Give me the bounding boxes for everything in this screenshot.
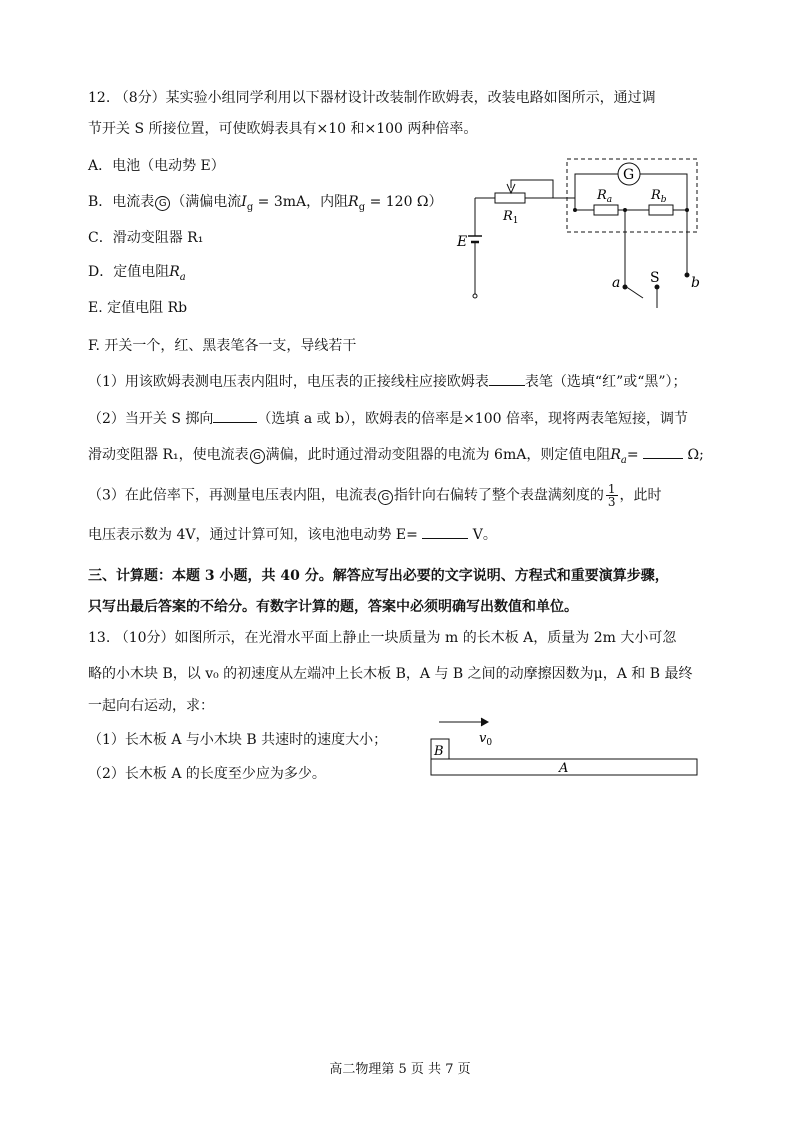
board-a-label: A: [559, 761, 569, 776]
block-b-label: B: [434, 744, 444, 759]
circuit-label-rb: $R_b$: [651, 188, 667, 205]
q12-sub3-text-d: 电压表示数为 4V，通过计算可知，该电池电动势 E=: [88, 527, 418, 543]
q12-option-b: [88, 192, 443, 218]
q12-sub3-line2: [88, 524, 497, 545]
circuit-label-b: b: [691, 275, 700, 291]
q12-option-f: F. 开关一个，红、黑表笔各一支，导线若干: [88, 338, 357, 354]
q12-option-b-prefix: B．电流表: [88, 194, 155, 210]
section3-heading-line1: 三、计算题：本题 3 小题，共 40 分。解答应写出必要的文字说明、方程式和重要演算步骤，: [88, 568, 669, 584]
ohm-unit: Ω;: [687, 447, 704, 463]
q12-sub3-text-b: 指针向右偏转了整个表盘满刻度的: [393, 487, 604, 504]
volt-unit: V。: [472, 527, 497, 543]
q12-option-c: C．滑动变阻器 R₁: [88, 230, 204, 246]
galvanometer-icon: G: [155, 196, 170, 211]
q13-sub1: （1）长木板 A 与小木块 B 共速时的速度大小；: [88, 732, 388, 748]
ig-sub: g: [246, 201, 254, 213]
q13-stem-line2: 略的小木块 B，以 v₀ 的初速度从左端冲上长木板 B，A 与 B 之间的动摩擦因数为μ，A 和 B 最终: [88, 666, 693, 682]
circuit-label-e: E: [457, 234, 468, 250]
q12-sub3-text-c: ，此时: [619, 487, 662, 504]
rg-value: = 120 Ω）: [365, 194, 443, 210]
answer-blank-4[interactable]: [422, 524, 468, 539]
q13-sub2: （2）长木板 A 的长度至少应为多少。: [88, 766, 326, 782]
board-block-diagram: [425, 712, 725, 782]
answer-blank-2[interactable]: [213, 408, 257, 423]
page-footer: 高二物理第 5 页 共 7 页: [329, 1062, 471, 1077]
ig-symbol: I: [241, 194, 247, 210]
q12-sub2-line1: [88, 408, 688, 429]
circuit-label-s: S: [650, 270, 660, 286]
q13-stem-line1: 13. （10分）如图所示，在光滑水平面上静止一块质量为 m 的长木板 A，质量为 2m 大小可忽: [88, 630, 677, 646]
q12-option-d-prefix: D．定值电阻: [88, 264, 170, 280]
q12-sub2-text-d: 满偏，此时通过滑动变阻器的电流为 6mA，则定值电阻: [265, 447, 611, 463]
galvanometer-icon: G: [378, 490, 393, 505]
rheostat-r1: [495, 193, 525, 203]
resistor-ra: [594, 205, 618, 215]
q12-sub1: [88, 371, 687, 392]
fraction-numerator: 1: [607, 482, 616, 496]
ra-symbol: R: [610, 447, 621, 463]
fraction-one-third: [606, 483, 618, 508]
circuit-label-ra: $R_a$: [597, 188, 613, 205]
q12-sub2-line2: [88, 444, 704, 471]
galvanometer-icon: G: [250, 449, 265, 464]
q12-sub2-text-a: （2）当开关 S 掷向: [88, 411, 214, 427]
section3-heading-line2: 只写出最后答案的不给分。有数字计算的题，答案中必须明确写出数值和单位。: [88, 599, 578, 615]
q13-stem-line3: 一起向右运动，求：: [88, 698, 214, 714]
equals-sign: =: [626, 447, 639, 463]
q12-sub2-text-c: 滑动变阻器 R₁，使电流表: [88, 447, 249, 463]
ohmmeter-circuit-diagram: [455, 150, 715, 310]
fraction-denominator: 3: [607, 495, 616, 509]
q12-option-d: [88, 262, 186, 288]
circuit-label-r1: $R_1$: [503, 209, 519, 226]
rg-sub: g: [358, 201, 366, 213]
q12-sub1-text-b: 表笔（选填“红”或“黑”）；: [524, 374, 687, 390]
velocity-label: $v_0$: [479, 731, 493, 748]
ra-symbol: R: [169, 264, 180, 280]
q12-sub2-text-b: （选填 a 或 b），欧姆表的倍率是×100 倍率，现将两表笔短接，调节: [257, 411, 688, 427]
circuit-label-a: a: [612, 275, 621, 291]
answer-blank-1[interactable]: [489, 371, 525, 386]
q12-stem-line1: 12. （8分）某实验小组同学利用以下器材设计改装制作欧姆表，改装电路如图所示，通过调: [88, 90, 656, 106]
q12-sub1-text-a: （1）用该欧姆表测电压表内阻时，电压表的正接线柱应接欧姆表: [88, 374, 489, 390]
q12-stem-line2: 节开关 S 所接位置，可使欧姆表具有×10 和×100 两种倍率。: [88, 121, 478, 137]
q12-sub3-text-a: （3）在此倍率下，再测量电压表内阻，电流表: [88, 487, 377, 504]
ra-sub: a: [620, 454, 627, 466]
circuit-label-g: G: [623, 167, 635, 183]
q12-sub3-line1: [88, 483, 662, 508]
rg-symbol: R: [348, 194, 359, 210]
answer-blank-3[interactable]: [643, 444, 683, 459]
ig-value: = 3mA，内阻: [253, 194, 349, 210]
q12-option-a: A．电池（电动势 E）: [88, 158, 225, 174]
ra-sub: a: [179, 271, 186, 283]
q12-option-b-mid: （满偏电流: [171, 194, 242, 210]
q12-option-e: E. 定值电阻 Rb: [88, 300, 188, 316]
resistor-rb: [649, 205, 673, 215]
